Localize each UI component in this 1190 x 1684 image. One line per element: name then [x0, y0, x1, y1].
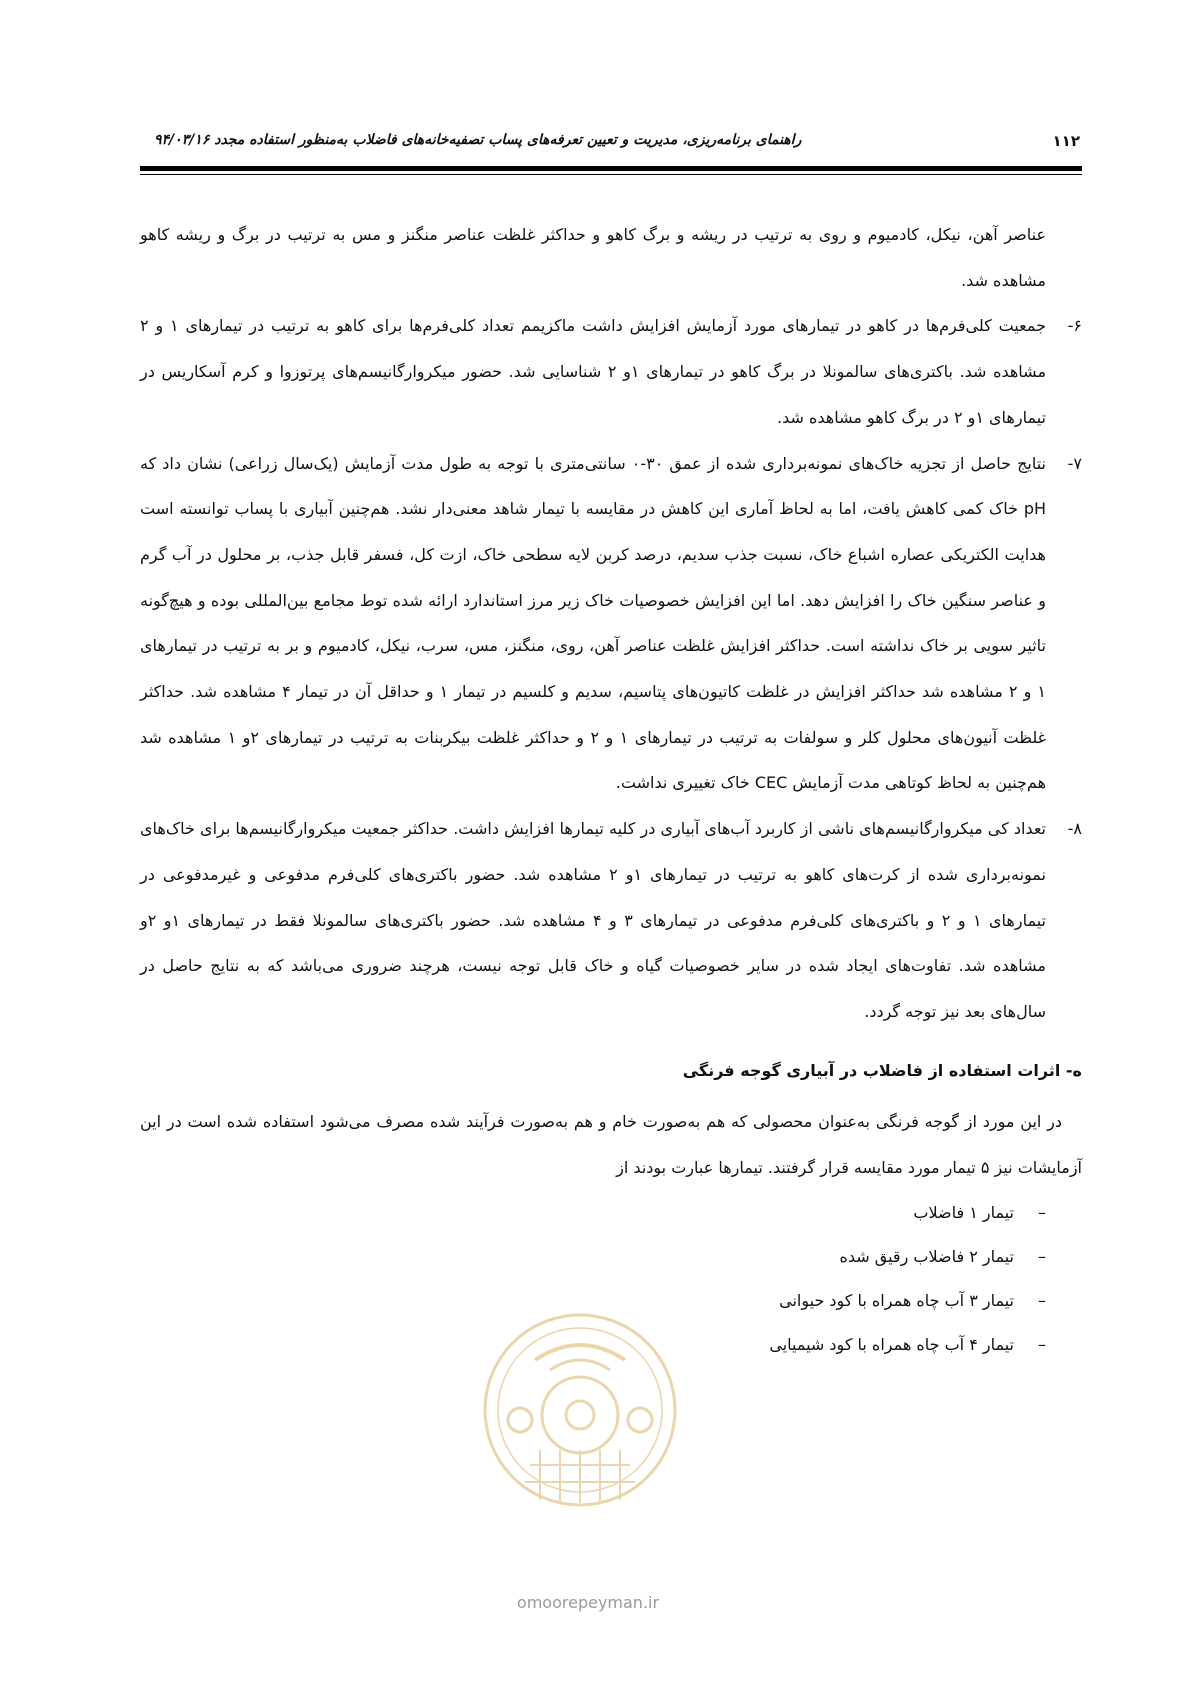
- page-header: [140, 128, 1080, 162]
- item-text: نتایج حاصل از تجزیه خاک‌های نمونه‌برداری شده از عمق ۳۰-۰ سانتی‌متری با توجه به طول مدت آزمایش (یک‌سال زراعی) نشان داد که pH خاک کمی کاهش یافت، اما به لحاظ آماری این کاهش در مقایسه با تیمار شاهد معنی‌دار نشد. هم‌چنین آبیاری با پساب توانسته است هدایت الکتریکی عصاره اشباع خاک، نسبت جذب سدیم، درصد کربن لایه سطحی خاک، ازت کل، فسفر قابل جذب، بر محلول در آب گرم و عناصر سنگین خاک را افزایش دهد. اما این افزایش خصوصیات خاک زیر مرز استاندارد ارائه شده توط مجامع بین‌المللی بوده و هیچ‌گونه تاثیر سویی بر خاک نداشته است. حداکثر افزایش غلظت عناصر آهن، روی، منگنز، مس، سرب، نیکل، کادمیوم و بر به ترتیب در تیمارهای ۱ و ۲ مشاهده شد حداکثر افزایش در غلظت کاتیون‌های پتاسیم، سدیم و کلسیم در تیمار ۱ و حداقل آن در تیمار ۴ مشاهده شد. حداکثر غلظت آنیون‌های محلول کلر و سولفات به ترتیب در تیمارهای ۱ و ۲ و حداکثر غلظت بیکربنات به ترتیب در تیمارهای ۲و ۱ مشاهده شد هم‌چنین به لحاظ کوتاهی مدت آزمایش CEC خاک تغییری نداشت.: [140, 453, 1047, 793]
- watermark-url: omoorepeyman.ir: [516, 1593, 660, 1612]
- list-item: [140, 1191, 1046, 1235]
- running-title-text: راهنمای برنامه‌ریزی، مدیریت و تعیین تعرفه‌های پساب تصفیه‌خانه‌های فاضلاب به‌منظور استفاده مجدد: [214, 132, 802, 148]
- list-item-text: تیمار ۴ آب چاه همراه با کود شیمیایی: [769, 1334, 1014, 1354]
- numbered-item: [140, 441, 1082, 807]
- page-number: ۱۱۲: [1052, 132, 1080, 150]
- item-number: ۷-: [1067, 453, 1082, 473]
- item-text: جمعیت کلی‌فرم‌ها در کاهو در تیمارهای مورد آزمایش افزایش داشت ماکزیمم تعداد کلی‌فرم‌ها برای کاهو به ترتیب در تیمارهای ۱ و ۲ مشاهده شد. باکتری‌های سالمونلا در برگ کاهو در تیمارهای ۱و ۲ شناسایی شد. حضور میکروارگانیسم‌های پرتوزوا و کرم آسکاریس در تیمارهای ۱و ۲ در برگ کاهو مشاهده شد.: [140, 316, 1047, 427]
- dash-bullet: –: [1038, 1334, 1046, 1354]
- numbered-item: [140, 303, 1082, 440]
- numbered-item: [140, 806, 1082, 1035]
- continued-paragraph: عناصر آهن، نیکل، کادمیوم و روی به ترتیب در ریشه و برگ کاهو و حداکثر غلظت عناصر منگنز و مس به ترتیب در برگ و ریشه کاهو مشاهده شد.: [140, 225, 1046, 290]
- body-content: [140, 212, 1082, 1367]
- watermark-logo-icon: [480, 1310, 680, 1510]
- section-paragraph: در این مورد از گوجه فرنگی به‌عنوان محصولی که هم به‌صورت خام و هم به‌صورت فرآیند شده مصرف می‌شود استفاده شده است در این آزمایشات نیز ۵ تیمار مورد مقایسه قرار گرفتند. تیمارها عبارت بودند از: [140, 1111, 1082, 1177]
- list-item-text: تیمار ۳ آب چاه همراه با کود حیوانی: [779, 1290, 1014, 1310]
- dash-bullet: –: [1038, 1202, 1046, 1222]
- header-rule-thick: [140, 166, 1082, 171]
- header-rule-thin: [140, 174, 1082, 175]
- dash-bullet: –: [1038, 1246, 1046, 1266]
- dash-bullet: –: [1038, 1290, 1046, 1310]
- item-number: ۶-: [1067, 316, 1082, 336]
- item-number: ۸-: [1067, 819, 1082, 839]
- section-heading: ه- اثرات استفاده از فاضلاب در آبیاری گوجه فرنگی: [682, 1060, 1082, 1080]
- item-text: تعداد کی میکروارگانیسم‌های ناشی از کاربرد آب‌های آبیاری در کلیه تیمارها افزایش داشت. حداکثر جمعیت میکروارگانیسم‌ها برای خاک‌های نمونه‌برداری شده از کرت‌های کاهو به ترتیب در تیمارهای ۱و ۲ مشاهده شد. حضور باکتری‌های کلی‌فرم مدفوعی و غیرمدفوعی در تیمارهای ۱ و ۲ و باکتری‌های کلی‌فرم مدفوعی در تیمارهای ۳ و ۴ مشاهده شد. حضور باکتری‌های سالمونلا فقط در تیمارهای ۱و ۲و مشاهده شد. تفاوت‌های ایجاد شده در سایر خصوصیات گیاه و خاک قابل توجه نیست، هرچند ضروری می‌باشد که به نتایج حاصل در سال‌های بعد نیز توجه گردد.: [140, 819, 1047, 1021]
- header-date: ۹۴/۰۳/۱۶: [154, 132, 210, 148]
- list-item-text: تیمار ۲ فاضلاب رقیق شده: [839, 1246, 1014, 1266]
- list-item-text: تیمار ۱ فاضلاب: [913, 1202, 1014, 1222]
- running-title: [140, 132, 801, 148]
- list-item: [140, 1235, 1046, 1279]
